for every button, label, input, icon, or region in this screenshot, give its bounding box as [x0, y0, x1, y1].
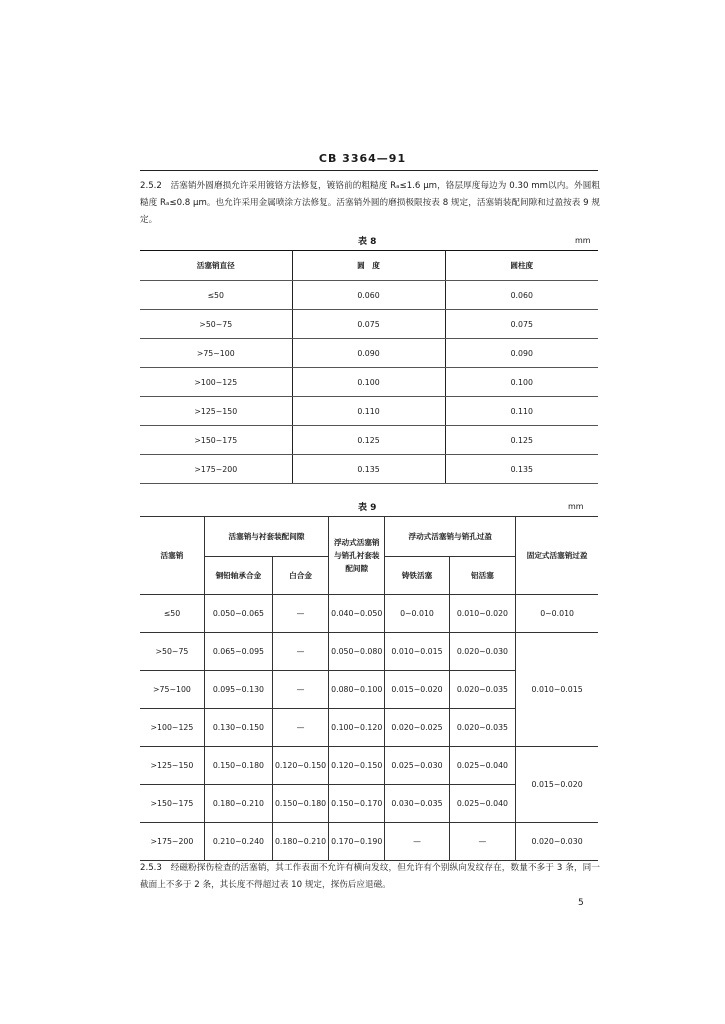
paragraph-2-5-3: 2.5.3 经磁粉探伤检查的活塞销，其工作表面不允许有横向发纹，但允许有个别纵向发纹存在，数量不多于 3 条，同一截面上不多于 2 条，其长度不得超过表 10 规定，探伤后应退磁。 — [140, 863, 600, 890]
table9-caption: 表 9 — [358, 503, 377, 513]
table9-header-float-group: 浮动式活塞销与销孔过盈 — [385, 517, 516, 557]
table8-cell: ≤50 — [140, 281, 292, 310]
table9-cell-white: — — [272, 595, 328, 633]
table-row — [140, 397, 598, 426]
table9-cell-white: 0.180~0.210 — [272, 823, 328, 861]
table9-header-fixed: 固定式活塞销过盈 — [516, 517, 598, 595]
standard-code: CB 3364—91 — [318, 152, 407, 165]
table9-cell-lead: 0.065~0.095 — [204, 633, 272, 671]
table9-header-cast-iron: 铸铁活塞 — [385, 557, 449, 595]
table8-cell: >150~175 — [140, 426, 292, 455]
table8-cell: 0.100 — [292, 368, 445, 397]
table-row — [140, 368, 598, 397]
table9-cell-alu: 0.020~0.035 — [449, 709, 516, 747]
table9-cell-pin: ≤50 — [140, 595, 204, 633]
header-rule — [140, 170, 598, 171]
table8-cell: >175~200 — [140, 455, 292, 484]
table9-cell-white: — — [272, 633, 328, 671]
table9-cell-pin: >50~75 — [140, 633, 204, 671]
table8-header-diameter: 活塞销直径 — [140, 251, 292, 281]
table8-header-row — [140, 251, 598, 281]
table9-header-bush-group: 活塞销与衬套装配间隙 — [204, 517, 328, 557]
table9-cell-alu: 0.020~0.030 — [449, 633, 516, 671]
table9-cell-float-gap: 0.150~0.170 — [329, 785, 385, 823]
table9-cell-pin: >100~125 — [140, 709, 204, 747]
table9-cell-lead: 0.095~0.130 — [204, 671, 272, 709]
table8-cell: 0.110 — [292, 397, 445, 426]
table-row — [140, 339, 598, 368]
table8-cell: 0.125 — [445, 426, 598, 455]
table8-cell: 0.090 — [292, 339, 445, 368]
table-9 — [140, 516, 598, 861]
table9-cell-cast: 0~0.010 — [385, 595, 449, 633]
table8-caption: 表 8 — [358, 237, 377, 247]
table9-header-row-1 — [140, 517, 598, 557]
table-row — [140, 310, 598, 339]
table8-cell: >100~125 — [140, 368, 292, 397]
table9-cell-float-gap: 0.080~0.100 — [329, 671, 385, 709]
table9-cell-pin: >75~100 — [140, 671, 204, 709]
table9-unit: mm — [568, 502, 584, 511]
table-row — [140, 747, 598, 785]
table8-cell: 0.075 — [292, 310, 445, 339]
table8-header-roundness: 圆 度 — [292, 251, 445, 281]
table9-header-white-alloy: 白合金 — [272, 557, 328, 595]
table9-cell-pin: >175~200 — [140, 823, 204, 861]
table-row — [140, 426, 598, 455]
table9-cell-cast: 0.020~0.025 — [385, 709, 449, 747]
table9-cell-alu: 0.010~0.020 — [449, 595, 516, 633]
table9-cell-float-gap: 0.120~0.150 — [329, 747, 385, 785]
table9-cell-fixed: 0.020~0.030 — [516, 823, 598, 861]
table8-cell: >50~75 — [140, 310, 292, 339]
table9-cell-alu: 0.025~0.040 — [449, 747, 516, 785]
table9-cell-alu: 0.025~0.040 — [449, 785, 516, 823]
table8-unit: mm — [575, 236, 591, 245]
table9-cell-white: 0.120~0.150 — [272, 747, 328, 785]
table8-cell: 0.060 — [292, 281, 445, 310]
table8-cell: 0.090 — [445, 339, 598, 368]
table9-cell-fixed-merged: 0.010~0.015 — [516, 633, 598, 747]
table9-cell-cast: 0.015~0.020 — [385, 671, 449, 709]
table9-cell-cast: 0.030~0.035 — [385, 785, 449, 823]
table9-cell-lead: 0.130~0.150 — [204, 709, 272, 747]
table9-cell-lead: 0.150~0.180 — [204, 747, 272, 785]
paragraph-2-5-2: 2.5.2 活塞销外圆磨损允许采用镀铬方法修复，镀铬前的粗糙度 Rₐ≤1.6 μm，铬层厚度每边为 0.30 mm以内。外圆粗糙度 Rₐ≤0.8 μm。也允许采用金属喷涂方法修复。活塞销外圆的磨损极限按表 8 规定，活塞销装配间隙和过盈按表 9 规定。 — [140, 181, 600, 225]
table-8 — [140, 250, 598, 484]
table-row — [140, 595, 598, 633]
table9-cell-fixed: 0~0.010 — [516, 595, 598, 633]
table9-cell-alu: 0.020~0.035 — [449, 671, 516, 709]
table9-cell-pin: >125~150 — [140, 747, 204, 785]
table8-cell: 0.135 — [292, 455, 445, 484]
table8-cell: >75~100 — [140, 339, 292, 368]
table9-cell-white: — — [272, 671, 328, 709]
table9-cell-float-gap: 0.040~0.050 — [329, 595, 385, 633]
table9-cell-pin: >150~175 — [140, 785, 204, 823]
table9-header-pin: 活塞销 — [140, 517, 204, 595]
table-row — [140, 823, 598, 861]
table9-cell-cast: 0.010~0.015 — [385, 633, 449, 671]
table8-cell: 0.075 — [445, 310, 598, 339]
table9-cell-cast: 0.025~0.030 — [385, 747, 449, 785]
table9-header-floating-gap: 浮动式活塞销与销孔衬套装配间隙 — [329, 517, 385, 595]
table8-cell: 0.125 — [292, 426, 445, 455]
table9-cell-fixed-merged: 0.015~0.020 — [516, 747, 598, 823]
table9-cell-lead: 0.050~0.065 — [204, 595, 272, 633]
table9-cell-cast: — — [385, 823, 449, 861]
table9-header-aluminum: 铝活塞 — [449, 557, 516, 595]
page-number: 5 — [578, 898, 584, 908]
table9-cell-float-gap: 0.170~0.190 — [329, 823, 385, 861]
table9-cell-white: 0.150~0.180 — [272, 785, 328, 823]
table-row — [140, 455, 598, 484]
table9-cell-white: — — [272, 709, 328, 747]
table9-header-lead-bronze: 铜铅轴承合金 — [204, 557, 272, 595]
table8-cell: >125~150 — [140, 397, 292, 426]
table-row — [140, 633, 598, 671]
table9-cell-lead: 0.210~0.240 — [204, 823, 272, 861]
table-row — [140, 281, 598, 310]
table9-cell-lead: 0.180~0.210 — [204, 785, 272, 823]
table9-cell-alu: — — [449, 823, 516, 861]
table8-cell: 0.110 — [445, 397, 598, 426]
table9-cell-float-gap: 0.050~0.080 — [329, 633, 385, 671]
table8-cell: 0.100 — [445, 368, 598, 397]
table8-cell: 0.135 — [445, 455, 598, 484]
table8-header-cylindricity: 圆柱度 — [445, 251, 598, 281]
table8-cell: 0.060 — [445, 281, 598, 310]
table9-cell-float-gap: 0.100~0.120 — [329, 709, 385, 747]
